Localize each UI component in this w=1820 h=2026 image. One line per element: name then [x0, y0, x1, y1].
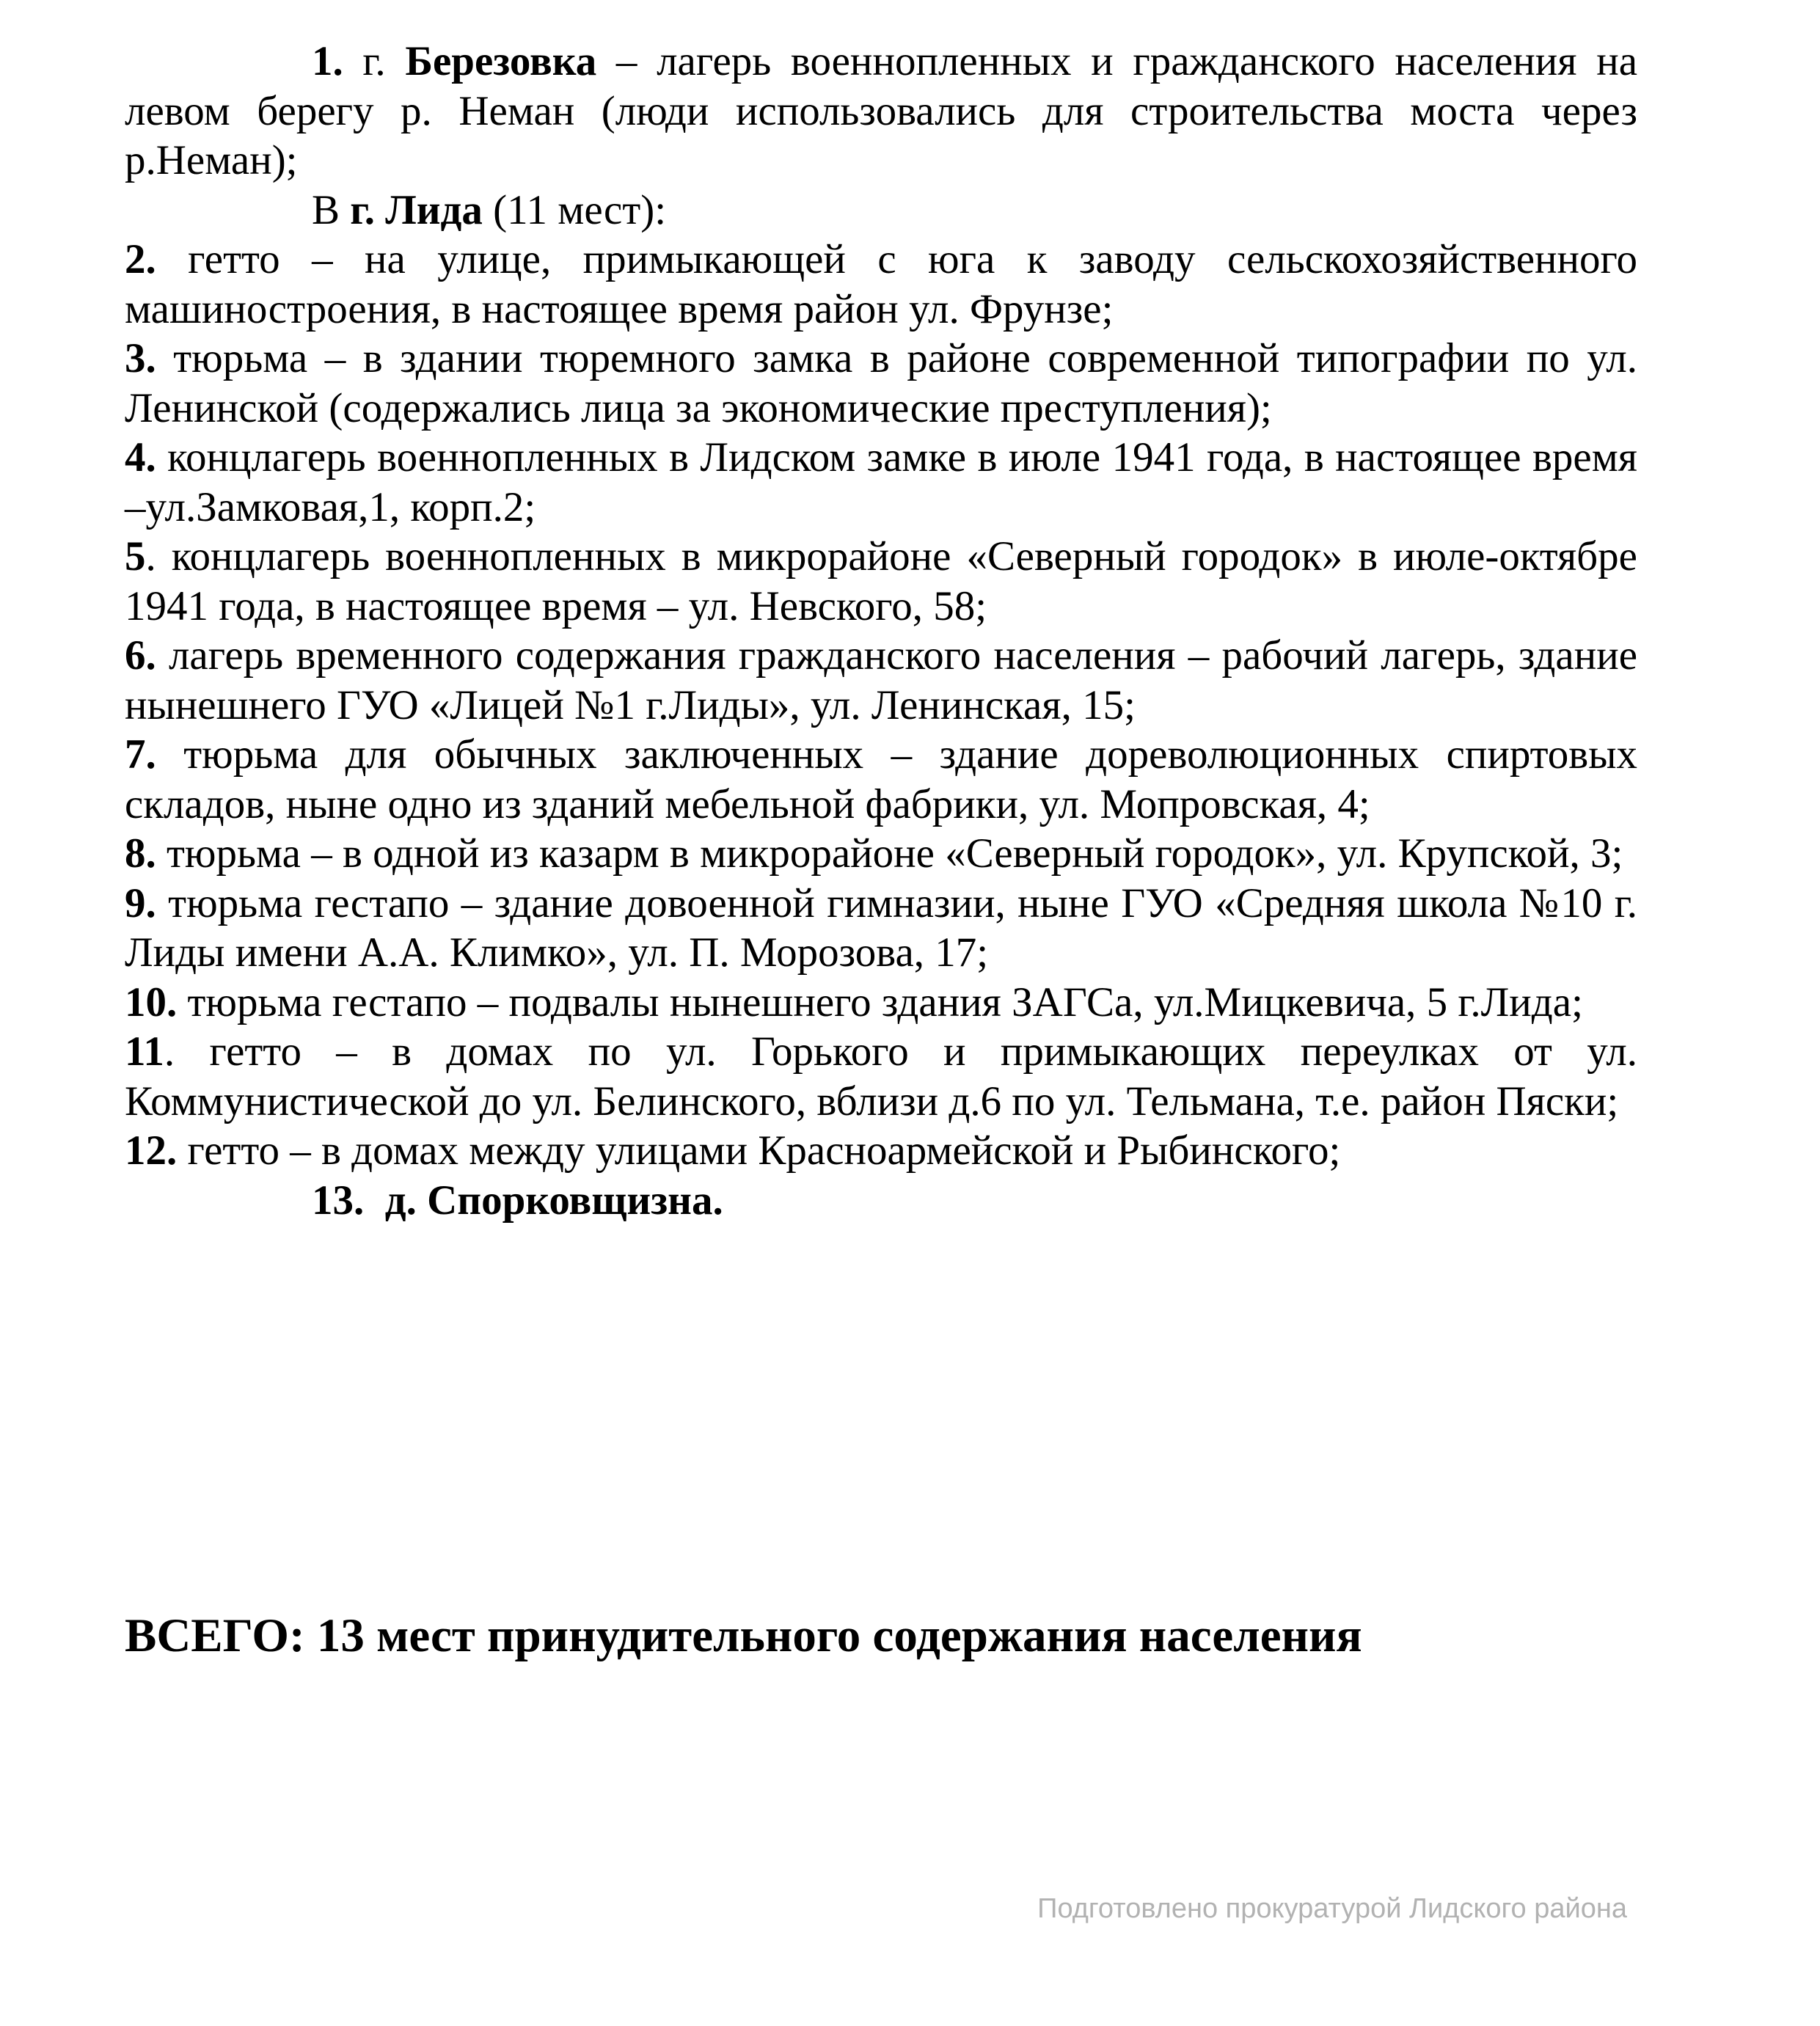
list-paragraph: [125, 235, 1637, 334]
text-segment: 5: [125, 533, 146, 579]
body-text: [125, 37, 1637, 1225]
list-paragraph: [125, 334, 1637, 433]
list-paragraph: [125, 1176, 1637, 1226]
text-segment: В: [312, 186, 351, 233]
text-segment: 3.: [125, 335, 156, 381]
list-paragraph: [125, 1027, 1637, 1126]
text-segment: . гетто – в домах по ул. Горького и примыкающих переулках от ул. Коммунистической до ул. Белинского, вблизи д.6 по ул. Тельмана, т.е. район Пяски;: [125, 1028, 1637, 1124]
text-segment: 8.: [125, 830, 156, 877]
text-segment: . концлагерь военнопленных в микрорайоне «Северный городок» в июле-октябре 1941 года, в настоящее время – ул. Невского, 58;: [125, 533, 1637, 629]
list-paragraph: [125, 186, 1637, 235]
text-segment: 12.: [125, 1127, 178, 1174]
footer-note: Подготовлено прокуратурой Лидского района: [1037, 1893, 1627, 1924]
text-segment: тюрьма гестапо – здание довоенной гимназии, ныне ГУО «Средняя школа №10 г. Лиды имени А.А. Климко», ул. П. Морозова, 17;: [125, 879, 1637, 976]
text-segment: (11 мест):: [482, 186, 667, 233]
text-segment: Березовка: [405, 38, 597, 84]
text-segment: лагерь временного содержания гражданского населения – рабочий лагерь, здание нынешнего ГУО «Лицей №1 г.Лиды», ул. Ленинская, 15;: [125, 632, 1637, 728]
total-line: ВСЕГО: 13 мест принудительного содержания населения: [125, 1609, 1362, 1662]
text-segment: концлагерь военнопленных в Лидском замке в июле 1941 года, в настоящее время –ул.Замковая,1, корп.2;: [125, 434, 1637, 530]
text-segment: 7.: [125, 731, 156, 778]
list-paragraph: [125, 631, 1637, 730]
list-paragraph: [125, 1126, 1637, 1176]
text-segment: г. Лида: [350, 186, 483, 233]
text-segment: 6.: [125, 632, 156, 679]
text-segment: 4.: [125, 434, 156, 480]
text-segment: тюрьма – в одной из казарм в микрорайоне «Северный городок», ул. Крупской, 3;: [156, 830, 1623, 877]
list-paragraph: [125, 433, 1637, 532]
text-segment: 13. д. Спорковщизна.: [312, 1177, 723, 1224]
text-segment: 2.: [125, 236, 156, 282]
text-segment: 1.: [312, 38, 343, 84]
list-paragraph: [125, 879, 1637, 978]
text-segment: г.: [343, 38, 406, 84]
text-segment: тюрьма для обычных заключенных – здание дореволюционных спиртовых складов, ныне одно из зданий мебельной фабрики, ул. Мопровская, 4;: [125, 731, 1637, 827]
text-segment: 11: [125, 1028, 164, 1075]
list-paragraph: [125, 532, 1637, 631]
list-paragraph: [125, 978, 1637, 1028]
list-paragraph: [125, 829, 1637, 879]
list-paragraph: [125, 730, 1637, 829]
text-segment: гетто – в домах между улицами Красноармейской и Рыбинского;: [177, 1127, 1341, 1174]
text-segment: тюрьма – в здании тюремного замка в районе современной типографии по ул. Ленинской (содержались лица за экономические преступления);: [125, 335, 1637, 431]
text-segment: тюрьма гестапо – подвалы нынешнего здания ЗАГСа, ул.Мицкевича, 5 г.Лида;: [177, 979, 1583, 1025]
text-segment: 9.: [125, 879, 156, 926]
text-segment: 10.: [125, 979, 178, 1025]
text-segment: – лагерь военнопленных и гражданского населения на левом берегу р. Неман (люди использовались для строительства моста через р.Неман);: [125, 38, 1637, 183]
list-paragraph: [125, 37, 1637, 186]
text-segment: гетто – на улице, примыкающей с юга к заводу сельскохозяйственного машиностроения, в настоящее время район ул. Фрунзе;: [125, 236, 1637, 332]
